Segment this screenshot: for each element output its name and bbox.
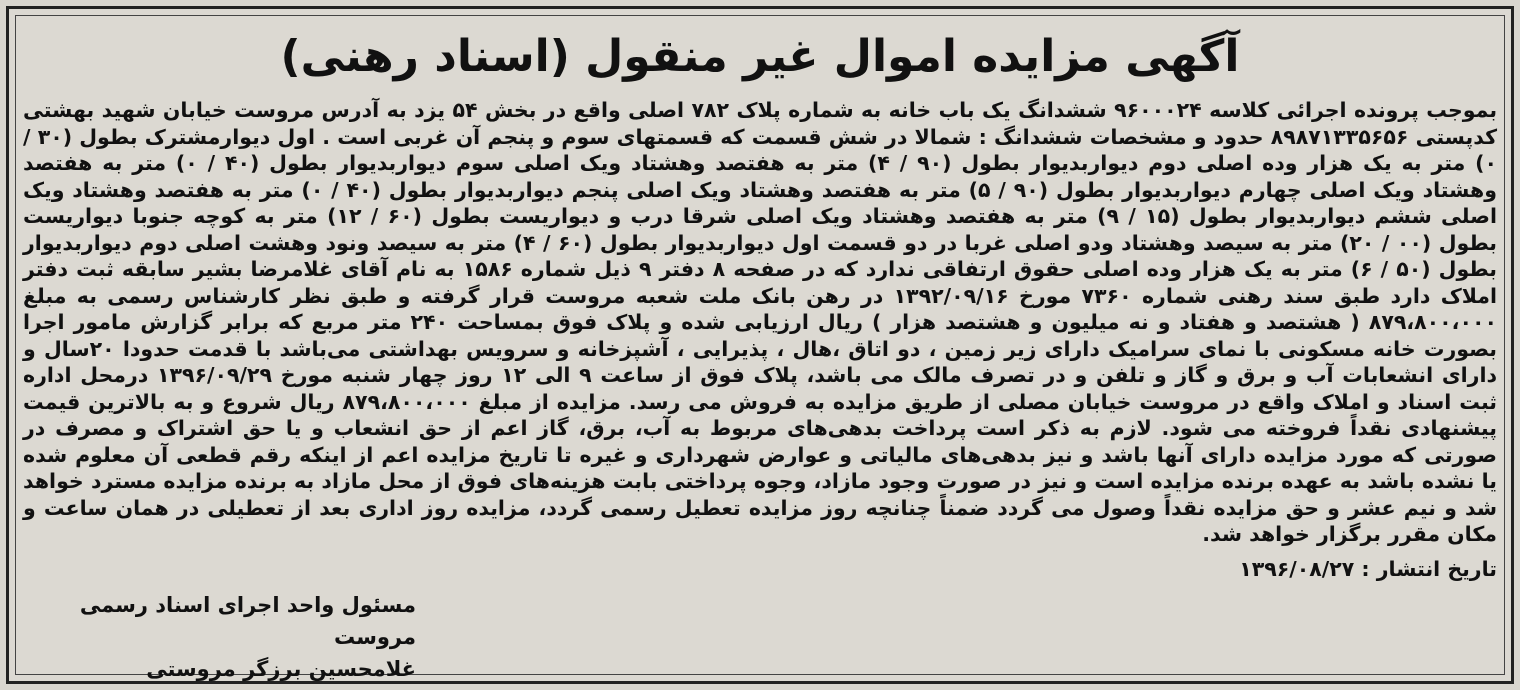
- notice-body: بموجب پرونده اجرائی کلاسه ۹۶۰۰۰۲۴ ششدانگ یک باب خانه به شماره پلاک ۷۸۲ اصلی واقع در بخش ۵۴ یزد به آدرس مروست خیابان شهید بهشتی کدپستی ۸۹۸۷۱۳۳۵۶۵۶ حدود و مشخصات ششدانگ : شمالا در شش قسمت که قسمتهای سوم و پنجم آن غربی است . اول دیوارمشترک بطول (۳۰ / ۰) متر به یک هزار وده اصلی دوم دیواربدیوار بطول (۹۰ / ۴) متر به هفتصد وهشتاد ویک اصلی سوم دیواربدیوار بطول (۴۰ / ۰) متر به هفتصد وهشتاد ویک اصلی چهارم دیواربدیوار بطول (۹۰ / ۵) متر به هفتصد وهشتاد ویک اصلی پنجم دیواربدیوار بطول (۴۰ / ۰) متر به هفتصد وهشتاد ویک اصلی ششم دیواربدیوار بطول (۱۵ / ۹) متر به هفتصد وهشتاد ویک اصلی شرقا درب و دیواریست بطول (۶۰ / ۱۲) متر به کوچه جنوبا دیواریست بطول (۰۰ / ۲۰) متر به سیصد وهشتاد ودو اصلی غربا در دو قسمت اول دیواربدیوار بطول (۶۰ / ۴) متر به سیصد ونود وهشت اصلی دوم دیواربدیوار بطول (۵۰ / ۶) متر به یک هزار وده اصلی حقوق ارتفاقی ندارد که در صفحه ۸ دفتر ۹ ذیل شماره ۱۵۸۶ به نام آقای غلامرضا بشیر سابقه ثبت دفتر املاک دارد طبق سند رهنی شماره ۷۳۶۰ مورخ ۱۳۹۲/۰۹/۱۶ در رهن بانک ملت شعبه مروست قرار گرفته و طبق نظر کارشناس رسمی به مبلغ ۸۷۹،۸۰۰،۰۰۰ ( هشتصد و هفتاد و نه میلیون و هشتصد هزار ) ریال ارزیابی شده و پلاک فوق بمساحت ۲۴۰ متر مربع که برابر گزارش مامور اجرا بصورت خانه مسکونی با نمای سرامیک دارای زیر زمین ، دو اتاق ،هال ، پذیرایی ، آشپزخانه و سرویس بهداشتی می‌باشد با قدمت حدودا ۲۰سال و دارای انشعابات آب و برق و گاز و تلفن و در تصرف مالک می باشد، پلاک فوق از ساعت ۹ الی ۱۲ روز چهار شنبه مورخ ۱۳۹۶/۰۹/۲۹ درمحل اداره ثبت اسناد و املاک واقع در مروست خیابان مصلی از طریق مزایده به فروش می رسد. مزایده از مبلغ ۸۷۹،۸۰۰،۰۰۰ ریال شروع و به بالاترین قیمت پیشنهادی نقداً فروخته می شود. لازم به ذکر است پرداخت بدهی‌های مربوط به آب، برق، گاز اعم از حق انشعاب و یا حق اشتراک و مصرف در صورتی که مورد مزایده دارای آنها باشد و نیز بدهی‌های مالیاتی و عوارض شهرداری و غیره تا تاریخ مزایده اعم از اینکه رقم قطعی آن معلوم شده یا نشده باشد به عهده برنده مزایده است و نیز در صورت وجود مازاد، وجوه پرداختی بابت هزینه‌های فوق از محل مازاد به برنده مزایده مسترد خواهد شد و نیم عشر و حق مزایده نقداً وصول می گردد ضمناً چنانچه روز مزایده تعطیل رسمی گردد، مزایده روز اداری بعد از تعطیلی در همان ساعت و مکان مقرر برگزار خواهد شد.: [23, 98, 1498, 546]
- publication-date: تاریخ انتشار : ۱۳۹۶/۰۸/۲۷: [1239, 557, 1497, 581]
- signature-name: غلامحسین برزگر مروستی: [146, 657, 416, 681]
- notice-paper: [6, 6, 1514, 684]
- signature-title: مسئول واحد اجرای اسناد رسمی مروست: [79, 593, 416, 649]
- notice-title: آگهی مزایده اموال غیر منقول (اسناد رهنی): [280, 31, 1240, 82]
- signature-block: [16, 589, 416, 685]
